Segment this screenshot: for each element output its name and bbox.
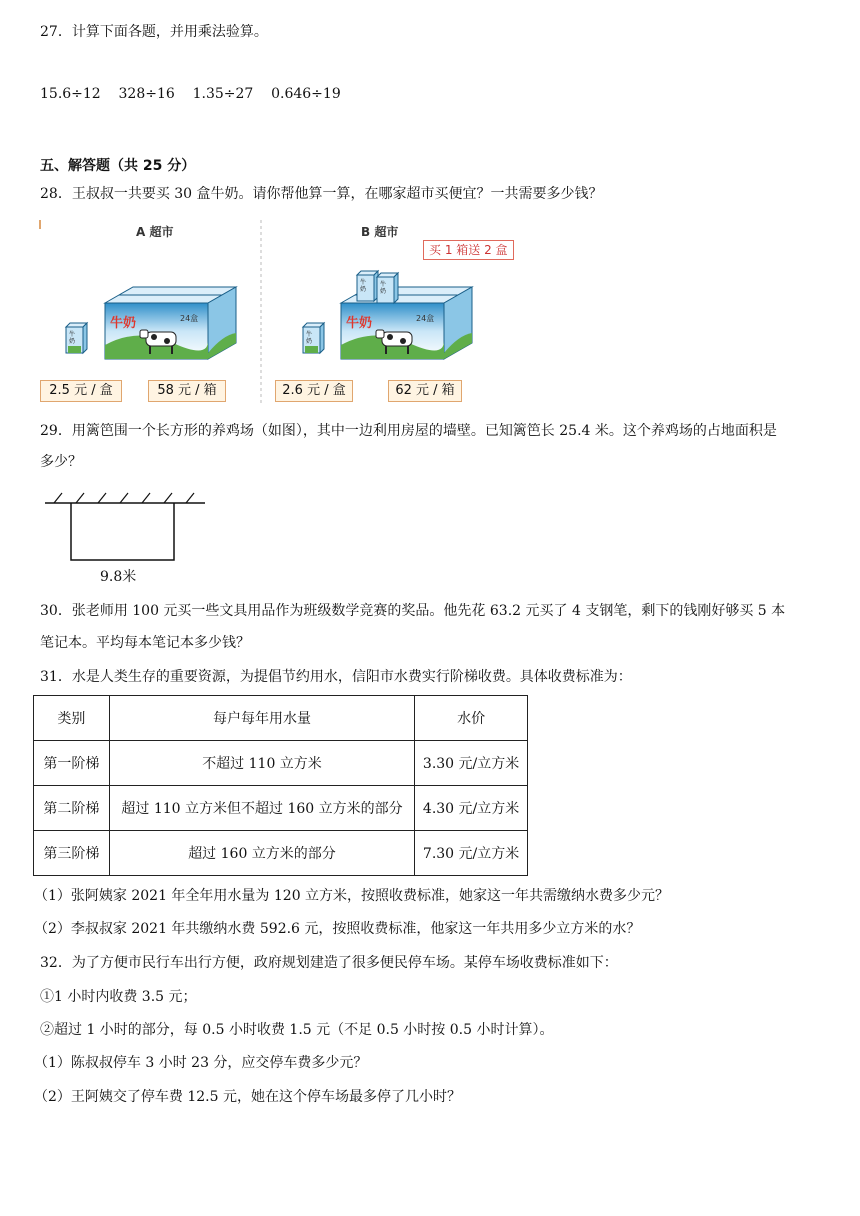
svg-text:24盒: 24盒 — [180, 314, 199, 323]
header-category: 类别 — [34, 696, 110, 741]
svg-text:24盒: 24盒 — [416, 314, 435, 323]
q29-diagram — [40, 488, 220, 583]
q31-sub1: （1）张阿姨家 2021 年全年用水量为 120 立方米，按照收费标准，她家这一年共需缴纳水费多少元？ — [34, 888, 670, 904]
q32-rule2: ②超过 1 小时的部分，每 0.5 小时收费 1.5 元（不足 0.5 小时按 0.5 小时计算）。 — [40, 1022, 554, 1038]
svg-text:奶: 奶 — [380, 288, 387, 295]
table-cell: 第三阶梯 — [34, 831, 110, 876]
table-row — [34, 831, 528, 876]
table-row — [34, 786, 528, 831]
bonus-milk-boxes — [357, 271, 398, 303]
store-a-milk-box — [66, 323, 87, 353]
store-b-name: B 超市 — [361, 225, 399, 239]
water-price-table — [33, 695, 528, 876]
store-b-milk-case — [341, 271, 472, 359]
q28-title: 28．王叔叔一共要买 30 盒牛奶。请你帮他算一算，在哪家超市买便宜？一共需要多少钱？ — [40, 186, 603, 202]
table-cell: 4.30 元/立方米 — [415, 786, 528, 831]
store-a-milk-case — [105, 287, 236, 359]
svg-text:牛: 牛 — [380, 281, 387, 288]
table-cell: 超过 110 立方米但不超过 160 立方米的部分 — [109, 786, 414, 831]
svg-text:牛: 牛 — [360, 279, 367, 286]
q27-title: 27．计算下面各题，并用乘法验算。 — [40, 24, 268, 40]
store-b-box-price: 2.6 元 / 盒 — [275, 380, 353, 402]
q31-sub2: （2）李叔叔家 2021 年共缴纳水费 592.6 元，按照收费标准，他家这一年共用多少立方米的水？ — [34, 921, 641, 937]
svg-text:牛: 牛 — [69, 331, 76, 338]
svg-text:奶: 奶 — [360, 286, 367, 293]
q32-title: 32．为了方便市民行车出行方便，政府规划建造了很多便民停车场。某停车场收费标准如下： — [40, 955, 618, 971]
store-a-case-price: 58 元 / 箱 — [148, 380, 226, 402]
q31-title: 31．水是人类生存的重要资源，为提倡节约用水，信阳市水费实行阶梯收费。具体收费标准为： — [40, 669, 632, 685]
q30-line1: 30．张老师用 100 元买一些文具用品作为班级数学竞赛的奖品。他先花 63.2 元买了 4 支钢笔，剩下的钱刚好够买 5 本 — [40, 603, 786, 619]
svg-text:奶: 奶 — [69, 338, 76, 345]
store-b-milk-box — [303, 323, 324, 353]
table-cell: 第一阶梯 — [34, 741, 110, 786]
q28-figure — [38, 215, 528, 410]
store-b-case-price: 62 元 / 箱 — [388, 380, 462, 402]
q32-rule1: ①1 小时内收费 3.5 元； — [40, 989, 197, 1005]
farm-width-label: 9.8米 — [100, 569, 137, 585]
store-a-box-price: 2.5 元 / 盒 — [40, 380, 122, 402]
fence-outline — [71, 503, 174, 560]
wall-hatch — [54, 493, 194, 503]
table-row — [34, 741, 528, 786]
table-cell: 不超过 110 立方米 — [109, 741, 414, 786]
q27-expressions: 15.6÷12 328÷16 1.35÷27 0.646÷19 — [40, 86, 341, 102]
table-header-row — [34, 696, 528, 741]
table-cell: 7.30 元/立方米 — [415, 831, 528, 876]
header-price: 水价 — [415, 696, 528, 741]
table-cell: 超过 160 立方米的部分 — [109, 831, 414, 876]
header-usage: 每户每年用水量 — [109, 696, 414, 741]
q29-line1: 29．用篱笆围一个长方形的养鸡场（如图），其中一边利用房屋的墙壁。已知篱笆长 25.4 米。这个养鸡场的占地面积是 — [40, 423, 777, 439]
section-title: 五、解答题（共 25 分） — [40, 158, 196, 174]
q30-line2: 笔记本。平均每本笔记本多少钱？ — [40, 635, 250, 651]
svg-text:牛: 牛 — [306, 331, 313, 338]
table-cell: 第二阶梯 — [34, 786, 110, 831]
store-b-promo: 买 1 箱送 2 盒 — [423, 240, 514, 260]
store-a-name: A 超市 — [136, 225, 174, 239]
q32-sub1: （1）陈叔叔停车 3 小时 23 分，应交停车费多少元？ — [34, 1055, 368, 1071]
q29-line2: 多少？ — [40, 454, 82, 470]
svg-text:牛奶: 牛奶 — [110, 316, 137, 331]
svg-text:牛奶: 牛奶 — [346, 316, 373, 331]
table-cell: 3.30 元/立方米 — [415, 741, 528, 786]
svg-text:奶: 奶 — [306, 338, 313, 345]
q32-sub2: （2）王阿姨交了停车费 12.5 元，她在这个停车场最多停了几小时？ — [34, 1089, 461, 1105]
